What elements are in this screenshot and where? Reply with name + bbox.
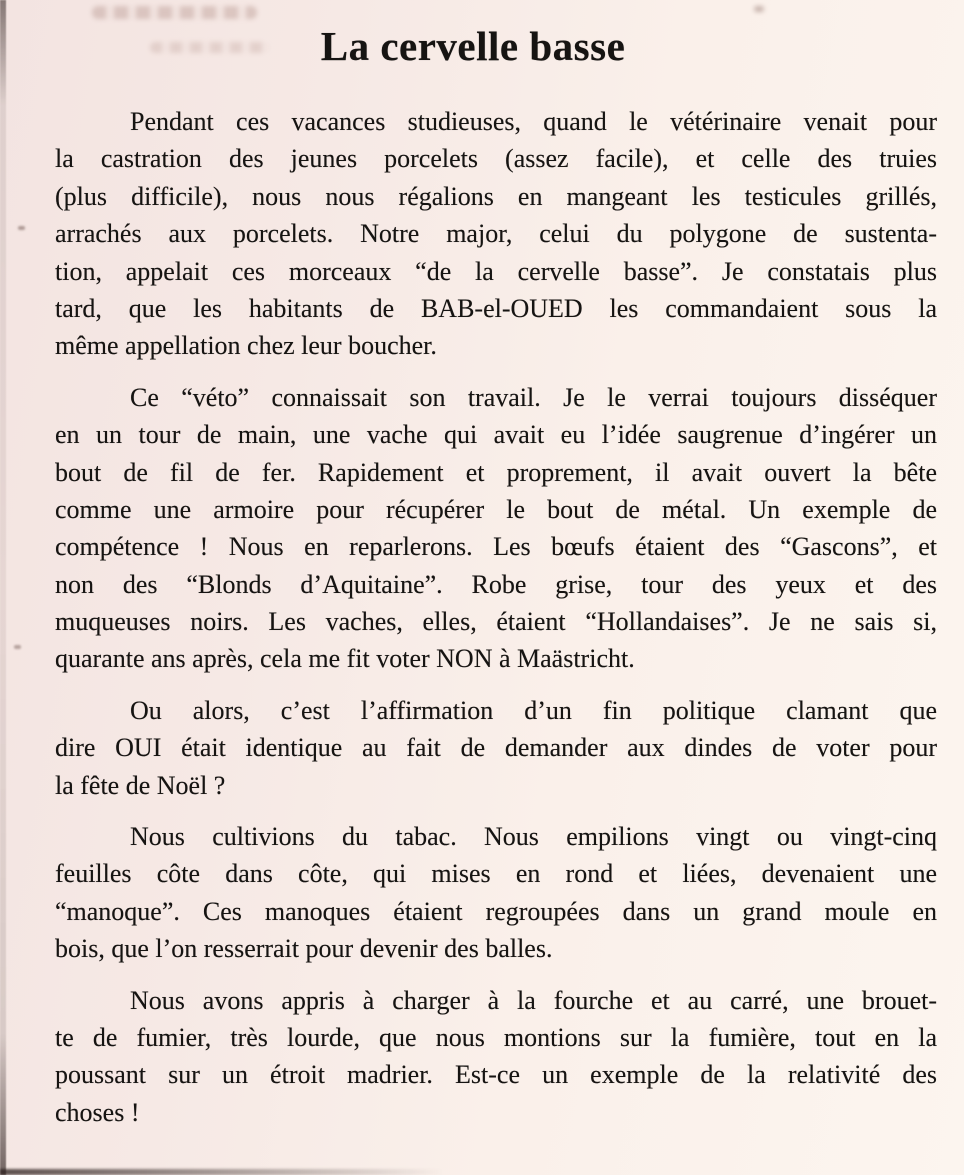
bleedthrough-mark — [92, 6, 257, 19]
paragraph — [55, 982, 937, 1132]
text-line: Nous avons appris à charger à la fourche et au carré, une brouet- — [130, 985, 937, 1015]
text-line: non des “Blonds d’Aquitaine”. Robe grise, tour des yeux et des — [55, 569, 937, 599]
text-line: tion, appelait ces morceaux “de la cervelle basse”. Je constatais plus — [55, 256, 937, 286]
scan-edge-bottom — [0, 1169, 443, 1175]
text-line: Ce “véto” connaissait son travail. Je le verrai toujours disséquer — [130, 382, 937, 412]
paragraph — [55, 379, 937, 678]
text-line: compétence ! Nous en reparlerons. Les bœufs étaient des “Gascons”, et — [55, 532, 937, 562]
text-line: (plus difficile), nous nous régalions en mangeant les testicules grillés, — [55, 181, 937, 211]
text-line: Pendant ces vacances studieuses, quand le vétérinaire venait pour — [130, 107, 937, 136]
text-line: comme une armoire pour récupérer le bout de métal. Un exemple de — [55, 494, 937, 524]
text-line: feuilles côte dans côte, qui mises en rond et liées, devenaient une — [55, 859, 937, 889]
text-line: quarante ans après, cela me fit voter NON à Maästricht. — [55, 644, 635, 674]
text-line: la castration des jeunes porcelets (assez facile), et celle des truies — [55, 144, 937, 174]
paragraph — [55, 103, 937, 365]
scan-edge-left — [0, 0, 6, 1175]
text-block — [55, 103, 937, 1131]
paragraph — [55, 818, 937, 968]
text-line: “manoque”. Ces manoques étaient regroupées dans un grand moule en — [55, 896, 937, 926]
text-line: en un tour de main, une vache qui avait eu l’idée saugrenue d’ingérer un — [55, 420, 937, 450]
paragraph — [55, 692, 937, 804]
text-line: choses ! — [55, 1097, 140, 1127]
bleedthrough-mark — [14, 645, 21, 649]
text-line: la fête de Noël ? — [55, 770, 226, 800]
text-line: bois, que l’on resserrait pour devenir des balles. — [55, 934, 553, 964]
text-line: même appellation chez leur boucher. — [55, 331, 437, 361]
text-line: muqueuses noirs. Les vaches, elles, étaient “Hollandaises”. Je ne sais si, — [55, 607, 937, 637]
text-line: tard, que les habitants de BAB-el-OUED les commandaient sous la — [55, 293, 937, 323]
page-title: La cervelle basse — [320, 23, 626, 69]
bleedthrough-mark — [18, 226, 25, 230]
text-line: Ou alors, c’est l’affirmation d’un fin politique clamant que — [130, 695, 937, 725]
bleedthrough-mark — [754, 6, 764, 12]
text-line: poussant sur un étroit madrier. Est-ce un exemple de la relativité des — [55, 1060, 937, 1090]
text-line: Nous cultivions du tabac. Nous empilions vingt ou vingt-cinq — [130, 822, 937, 852]
text-line: bout de fil de fer. Rapidement et proprement, il avait ouvert la bête — [55, 457, 937, 487]
text-line: te de fumier, très lourde, que nous montions sur la fumière, tout en la — [55, 1022, 937, 1052]
text-line: dire OUI était identique au fait de demander aux dindes de voter pour — [55, 733, 937, 763]
text-line: arrachés aux porcelets. Notre major, celui du polygone de sustenta- — [55, 219, 937, 249]
